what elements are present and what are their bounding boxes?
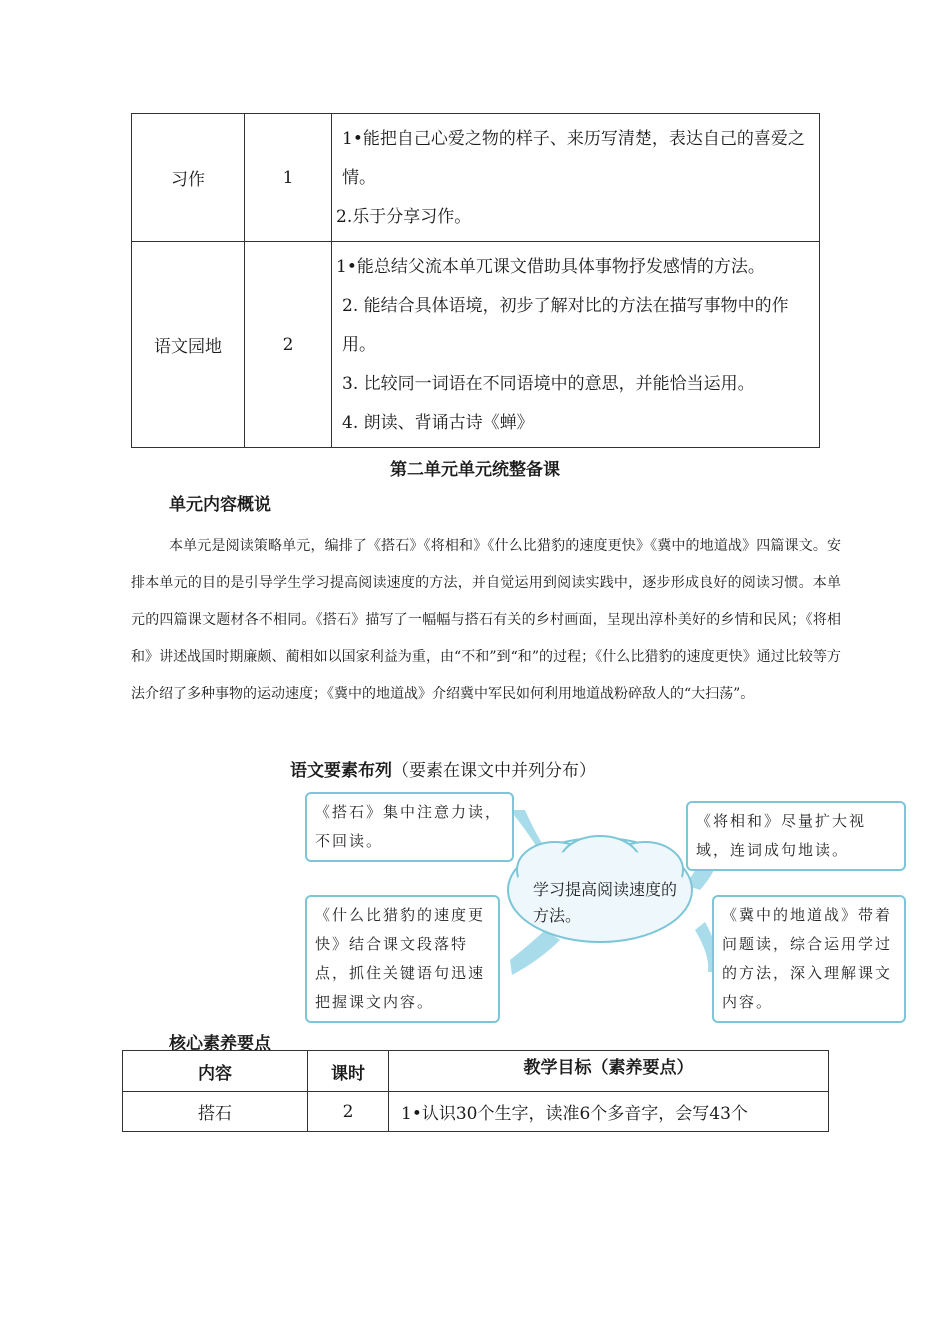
core-heading: 核心素养要点 (169, 1034, 271, 1054)
section-title: 第二单元单元统整备课 (390, 460, 560, 480)
unit-plan-table (131, 113, 820, 448)
overview-heading: 单元内容概说 (169, 495, 271, 515)
bubble-top-left: 《搭石》集中注意力读，不回读。 (305, 792, 514, 862)
goal-line: 3. 比较同一词语在不同语境中的意思，并能恰当运用。 (342, 374, 755, 394)
connector-bottom-left (510, 930, 560, 975)
goal-line: 4. 朗读、背诵古诗《蝉》 (342, 413, 534, 433)
row-goals (332, 114, 820, 242)
row-name: 搭石 (123, 1092, 308, 1132)
table-row (123, 1092, 829, 1132)
row-hours: 2 (308, 1092, 389, 1132)
goal-line: 2. 能结合具体语境，初步了解对比的方法在描写事物中的作用。 (342, 296, 789, 355)
header-goal: 教学目标（素养要点） (389, 1051, 829, 1092)
row-name: 习作 (132, 114, 245, 242)
header-content: 内容 (123, 1051, 308, 1092)
diagram-title-note: （要素在课文中并列分布） (392, 761, 596, 781)
table-row (132, 242, 820, 448)
row-hours: 1 (245, 114, 332, 242)
table-header-row (123, 1051, 829, 1092)
bubble-bottom-left: 《什么比猎豹的速度更快》结合课文段落特点，抓住关键语句迅速把握课文内容。 (305, 895, 500, 1023)
header-hours: 课时 (308, 1051, 389, 1092)
row-name: 语文园地 (132, 242, 245, 448)
goal-line: 2.乐于分享习作。 (336, 207, 472, 227)
diagram-title (290, 756, 596, 781)
core-literacy-table (122, 1050, 829, 1132)
table-row (132, 114, 820, 242)
row-goal: 1•认识30个生字，读准6个多音字，会写43个 (389, 1092, 829, 1132)
cloud-text: 学习提高阅读速度的方法。 (533, 880, 678, 925)
bubble-bottom-right: 《冀中的地道战》带着问题读，综合运用学过的方法，深入理解课文内容。 (712, 895, 906, 1023)
diagram-title-main: 语文要素布列 (290, 761, 392, 781)
goal-line: 1•能把自己心爱之物的样子、来历写清楚，表达自己的喜爱之情。 (342, 129, 805, 188)
row-hours: 2 (245, 242, 332, 448)
bubble-top-right: 《将相和》尽量扩大视域，连词成句地读。 (686, 801, 906, 871)
row-goals (332, 242, 820, 448)
goal-line: 1•能总结父流本单兀课文借助具体事物抒发感情的方法。 (336, 257, 765, 277)
overview-paragraph: 本单元是阅读策略单元，编排了《搭石》《将相和》《什么比猎豹的速度更快》《冀中的地道战》四篇课文。安排本单元的目的是引导学生学习提高阅读速度的方法，并自觉运用到阅读实践中，逐步形成良好的阅读习惯。本单元的四篇课文题材各不相同。《搭石》描写了一幅幅与搭石有关的乡村画面，呈现出淳朴美好的乡情和民风；《将相和》讲述战国时期廉颇、蔺相如以国家利益为重，由“不和”到“和”的过程；《什么比猎豹的速度更快》通过比较等方法介绍了多种事物的运动速度；《冀中的地道战》介绍冀中军民如何利用地道战粉碎敌人的“大扫荡”。 (131, 538, 841, 702)
